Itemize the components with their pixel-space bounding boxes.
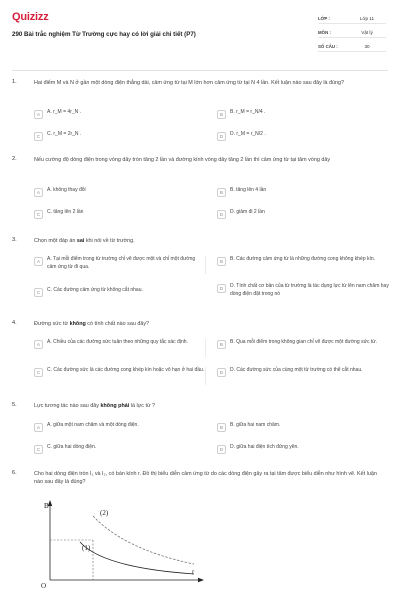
option-text: A. Chiều của các đường sức tuân theo những quy tắc xác định.: [47, 339, 188, 345]
meta-key: SỐ CÂU :: [318, 43, 338, 49]
option-text: C. tăng lên 2 lần: [47, 209, 84, 215]
question-number: 6.: [12, 470, 17, 476]
question-text: Nếu cường độ dòng điện trong vòng dây tròn tăng 2 lần và đường kính vòng dây tăng 2 lần thì cảm ứng từ tại tâm vòng dây: [34, 157, 331, 163]
question-text-post: là lực từ ?: [129, 403, 156, 409]
question-text: [34, 237, 384, 245]
option-text: B. giữa hai nam châm.: [230, 422, 281, 428]
question-1: [12, 79, 390, 154]
meta-row-count: [318, 41, 386, 52]
document-header: [0, 0, 400, 68]
question-text-pre: Đường sức từ: [34, 321, 70, 327]
curve-1: [80, 542, 194, 574]
option-letter: B: [217, 257, 226, 266]
meta-table: [318, 13, 386, 55]
question-5: [12, 402, 390, 462]
option-text: B. r_M = r_N/4 .: [230, 109, 266, 115]
question-text-emphasis: không: [69, 321, 86, 327]
option-c[interactable]: [34, 444, 206, 454]
option-text: D. Các đường sức của cùng một từ trường có thể cắt nhau.: [230, 367, 363, 373]
option-text: A. không thay đổi: [47, 187, 86, 193]
option-b[interactable]: [217, 256, 389, 266]
option-text: A. r_M = 4r_N .: [47, 109, 82, 115]
quizizz-logo[interactable]: Quizizz: [12, 11, 49, 23]
question-number: 4.: [12, 320, 17, 326]
option-text: C. Các đường sức là các đường cong khép kín hoặc vô hạn ở hai đầu.: [47, 367, 205, 373]
option-letter: A: [34, 257, 43, 266]
option-d[interactable]: [217, 367, 389, 377]
option-a[interactable]: [34, 109, 206, 119]
question-text-emphasis: sai: [76, 238, 85, 244]
curve-1-label: (1): [82, 544, 91, 552]
option-letter: A: [34, 188, 43, 197]
option-text: C. giữa hai dòng điện.: [47, 444, 97, 450]
option-d[interactable]: [217, 131, 389, 141]
page-title: 290 Bài trắc nghiệm Từ Trường cực hay có lời giải chi tiết (P7): [12, 31, 196, 38]
option-d[interactable]: [217, 283, 389, 298]
option-letter: B: [217, 188, 226, 197]
question-6: [12, 470, 390, 500]
option-letter: D: [217, 132, 226, 141]
curve-2: [93, 516, 194, 564]
option-letter: C: [34, 210, 43, 219]
option-c[interactable]: [34, 209, 206, 219]
y-axis-label: B: [44, 502, 49, 510]
option-a[interactable]: [34, 256, 206, 274]
question-text-pre: Lực tương tác nào sau đây: [34, 403, 101, 409]
option-letter: A: [34, 110, 43, 119]
option-text: C. Các đường cảm ứng từ không cắt nhau.: [47, 287, 143, 293]
option-text: D. Tính chất cơ bản của từ trường là tác dụng lực từ lên nam châm hay dòng điện đặt trong nó: [230, 283, 389, 297]
meta-key: LỚP :: [318, 15, 330, 21]
option-b[interactable]: [217, 109, 389, 119]
option-c[interactable]: [34, 131, 206, 141]
question-text: [34, 320, 384, 328]
question-2: [12, 156, 390, 231]
question-text-pre: Chọn một đáp án: [34, 238, 77, 244]
question-4: [12, 320, 390, 400]
option-b[interactable]: [217, 187, 389, 197]
option-letter: A: [34, 340, 43, 349]
x-axis-arrow: [198, 578, 204, 582]
option-text: D. r_M = r_N/2 .: [230, 131, 266, 137]
option-letter: B: [217, 423, 226, 432]
option-text: B. Các đường cảm ứng từ là những đường cong không khép kín.: [230, 256, 376, 262]
option-text: B. Qua mỗi điểm trong không gian chỉ vẽ được một đường sức từ.: [230, 339, 377, 345]
question-text: Hai điểm M và N ở gần một dòng điện thẳng dài, cảm ứng từ tại M lớn hơn cảm ứng từ tại N 4 lần. Kết luận nào sau đây là đúng?: [34, 80, 345, 86]
option-c[interactable]: [34, 367, 206, 385]
option-a[interactable]: [34, 187, 206, 197]
option-a[interactable]: [34, 339, 206, 357]
option-text: B. tăng lên 4 lần: [230, 187, 267, 193]
option-a[interactable]: [34, 422, 206, 432]
question-text: [34, 402, 384, 410]
origin-label: O: [41, 582, 47, 590]
meta-value: Lớp 11: [359, 15, 375, 21]
option-letter: D: [217, 284, 226, 293]
meta-key: MÔN :: [318, 29, 331, 35]
curve-2-label: (2): [100, 509, 109, 517]
header-divider: [12, 70, 388, 71]
option-letter: C: [34, 132, 43, 141]
option-d[interactable]: [217, 209, 389, 219]
option-c[interactable]: [34, 287, 206, 297]
option-letter: C: [34, 445, 43, 454]
option-text: C. r_M = 2r_N .: [47, 131, 82, 137]
option-letter: A: [34, 423, 43, 432]
meta-value: Vật lý: [361, 29, 373, 35]
question-text-emphasis: không phải: [100, 403, 130, 409]
option-letter: B: [217, 110, 226, 119]
meta-value: 30: [364, 43, 370, 49]
option-text: A. Tại mỗi điểm trong từ trường chỉ vẽ được một và chỉ một đường cảm ứng từ đi qua.: [47, 256, 196, 270]
option-text: D. giữa hai điện tích đứng yên.: [230, 444, 299, 450]
option-letter: C: [34, 368, 43, 377]
question-number: 1.: [12, 79, 17, 85]
question-text-post: khi nói về từ trường.: [84, 238, 135, 244]
option-b[interactable]: [217, 422, 389, 432]
question-text-post: có tính chất nào sau đây?: [85, 321, 150, 327]
option-letter: D: [217, 368, 226, 377]
question-3: [12, 237, 390, 317]
question-text: Cho hai dòng điện tròn I₁ và I₂, có bán kính r. Đồ thị biểu diễn cảm ứng từ do các dòng điện gây ra tại tâm được biểu diễn như hình vẽ. Kết luận nào sau đây là đúng?: [34, 471, 377, 485]
meta-row-subject: [318, 27, 386, 38]
question-number: 3.: [12, 237, 17, 243]
b-vs-r-figure: [36, 498, 206, 593]
x-axis-label: r: [192, 568, 195, 576]
option-letter: C: [34, 288, 43, 297]
meta-row-class: [318, 13, 386, 24]
option-text: A. giữa một nam châm và một dòng điện.: [47, 422, 139, 428]
option-b[interactable]: [217, 339, 389, 349]
option-letter: D: [217, 210, 226, 219]
question-number: 2.: [12, 156, 17, 162]
option-letter: D: [217, 445, 226, 454]
option-text: D. giảm đi 2 lần: [230, 209, 265, 215]
question-number: 5.: [12, 402, 17, 408]
option-d[interactable]: [217, 444, 389, 454]
option-letter: B: [217, 340, 226, 349]
